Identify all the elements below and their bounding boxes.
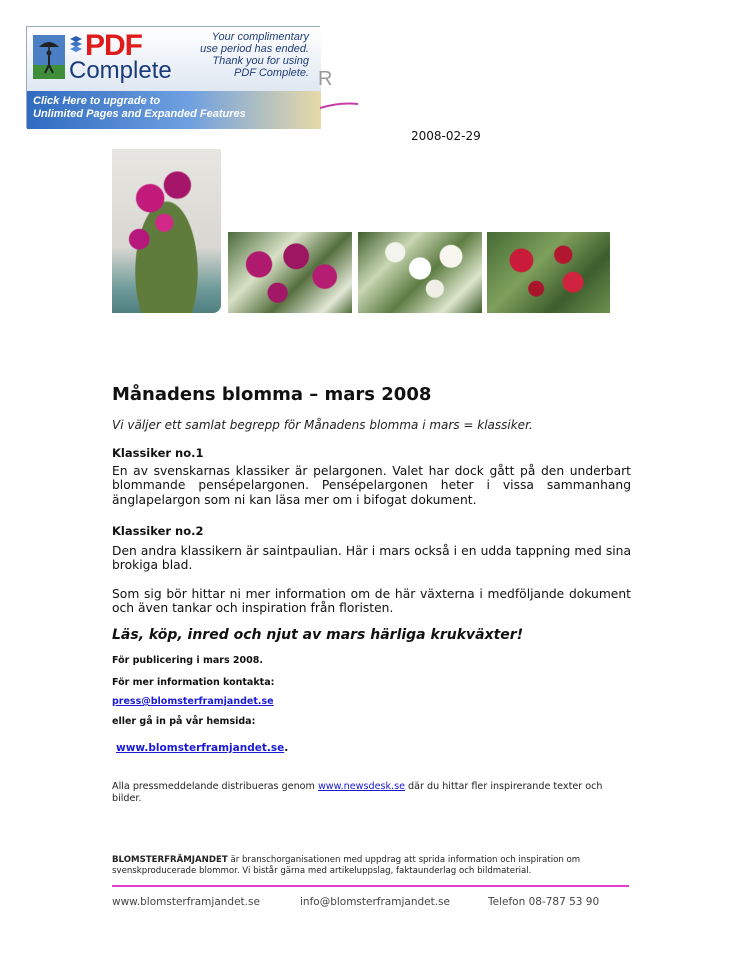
pelargonium-photo (112, 149, 221, 313)
website-row (116, 736, 288, 755)
expired-message (200, 31, 309, 79)
organization-description: är branschorganisationen med uppdrag att sprida information och inspiration om svenskproducerade blommor. Vi bistår gärna med artikeluppslag, faktaunderlag och bildmaterial. (112, 855, 581, 876)
saintpaulia-purple-photo (228, 232, 352, 313)
distribution-note-text: där du hittar fler inspirerande texter och bilder. (112, 781, 603, 804)
footer-divider (112, 885, 629, 887)
section1-text: En av svenskarnas klassiker är pelargonen. Valet har dock gått på den underbart blommande pensépelargonen. Pensépelargonen heter i vissa sammanhang änglapelargon som ni kan läsa mer om i bifogat dokument. (112, 464, 631, 507)
expired-message-line: use period has ended. (200, 43, 309, 55)
newsdesk-link[interactable]: www.newsdesk.se (317, 781, 405, 792)
organization-name: BLOMSTERFRÄMJANDET (112, 855, 228, 865)
person-umbrella-icon (33, 35, 65, 79)
footer-email: info@blomsterframjandet.se (300, 896, 450, 908)
pdf-complete-banner[interactable] (26, 26, 320, 128)
banner-logo-area (27, 27, 321, 91)
website-suffix: . (284, 742, 289, 754)
website-line: eller gå in på vår hemsida: (112, 716, 256, 727)
section3-text: Som sig bör hittar ni mer information om de här växterna i medföljande dokument och även tankar och inspiration från floristen. (112, 587, 631, 616)
logo-swoosh-icon (320, 100, 360, 112)
upgrade-link[interactable] (27, 91, 321, 129)
distribution-note-text: Alla pressmeddelande distribueras genom (112, 781, 318, 792)
expired-message-line: PDF Complete. (234, 67, 309, 79)
distribution-note (112, 781, 632, 805)
expired-message-line: Your complimentary (211, 31, 309, 43)
saintpaulia-red-photo (487, 232, 610, 313)
organization-blurb (112, 855, 632, 877)
footer-phone: Telefon 08-787 53 90 (488, 896, 600, 908)
slogan: Läs, köp, inred och njut av mars härliga krukväxter! (112, 627, 524, 643)
pdf-logo-text: PDF (85, 29, 142, 62)
expired-message-line: Thank you for using (212, 55, 309, 67)
logo-fragment: R (318, 68, 333, 90)
complete-logo-text: Complete (69, 57, 172, 84)
upgrade-line[interactable]: Click Here to upgrade to (33, 95, 161, 107)
saintpaulia-white-photo (358, 232, 482, 313)
footer-website: www.blomsterframjandet.se (112, 896, 260, 908)
contact-line: För mer information kontakta: (112, 677, 275, 688)
stack-icon (69, 35, 83, 57)
section2-heading: Klassiker no.2 (112, 524, 204, 538)
section2-text: Den andra klassikern är saintpaulian. Här i mars också i en udda tappning med sina brokiga blad. (112, 544, 631, 573)
publish-line: För publicering i mars 2008. (112, 655, 263, 666)
intro-text: Vi väljer ett samlat begrepp för Månadens blomma i mars = klassiker. (112, 418, 533, 432)
document-date: 2008-02-29 (411, 129, 481, 143)
website-link[interactable]: www.blomsterframjandet.se (116, 742, 285, 754)
page-title: Månadens blomma – mars 2008 (112, 384, 432, 405)
section1-heading: Klassiker no.1 (112, 446, 204, 460)
press-email-link[interactable]: press@blomsterframjandet.se (112, 696, 274, 707)
upgrade-line[interactable]: Unlimited Pages and Expanded Features (33, 108, 246, 120)
